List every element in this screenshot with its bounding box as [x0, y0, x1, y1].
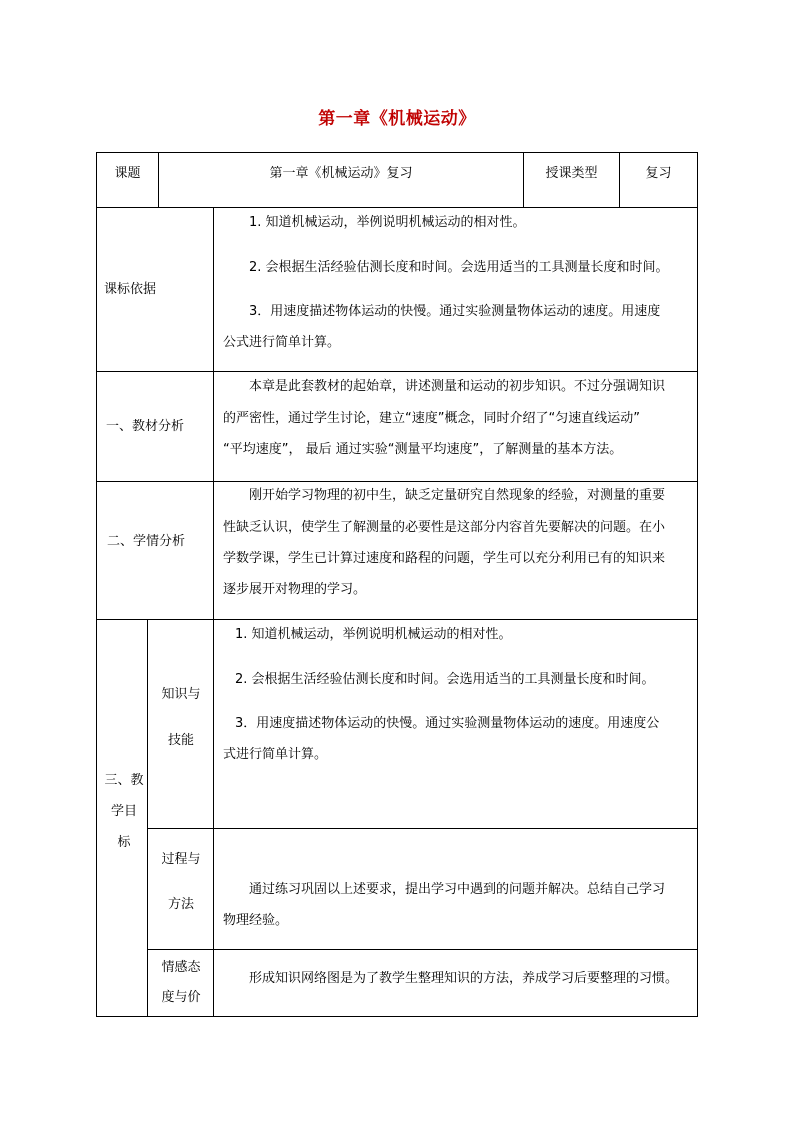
goals-label-line: 三、教: [104, 773, 144, 788]
attitude-label-line: 度与价: [161, 990, 201, 1005]
curriculum-item: 3．用速度描述物体运动的快慢。通过实验测量物体运动的速度。用速度: [249, 304, 661, 319]
knowledge-item: 3．用速度描述物体运动的快慢。通过实验测量物体运动的速度。用速度公: [235, 716, 660, 731]
goals-label-line: 标: [117, 835, 131, 850]
subject-value: 第一章《机械运动》复习: [269, 166, 413, 181]
process-line: 物理经验。: [223, 913, 289, 928]
students-line: 学数学课，学生已计算过速度和路程的问题，学生可以充分利用已有的知识来: [223, 551, 666, 566]
students-line: 刚开始学习物理的初中生，缺乏定量研究自然现象的经验，对测量的重要: [249, 488, 666, 503]
document-title: 第一章《机械运动》: [318, 109, 476, 129]
knowledge-item: 式进行简单计算。: [223, 747, 328, 762]
goals-label-line: 学目: [110, 804, 137, 819]
subject-label: 课题: [114, 166, 141, 181]
curriculum-item: 2. 会根据生活经验估测长度和时间。会选用适当的工具测量长度和时间。: [249, 260, 669, 275]
knowledge-label-line: 技能: [167, 733, 194, 748]
students-line: 逐步展开对物理的学习。: [223, 582, 367, 597]
attitude-label-line: 情感态: [161, 960, 201, 975]
knowledge-label-line: 知识与: [161, 687, 201, 702]
curriculum-item: 公式进行简单计算。: [223, 335, 341, 350]
knowledge-item: 1. 知道机械运动，举例说明机械运动的相对性。: [235, 627, 512, 642]
attitude-content: 形成知识网络图是为了教学生整理知识的方法，养成学习后要整理的习惯。: [249, 971, 679, 986]
process-line: 通过练习巩固以上述要求，提出学习中遇到的问题并解决。总结自己学习: [249, 882, 666, 897]
knowledge-item: 2. 会根据生活经验估测长度和时间。会选用适当的工具测量长度和时间。: [235, 672, 655, 687]
type-value: 复习: [645, 166, 672, 181]
type-label: 授课类型: [545, 166, 598, 181]
material-label: 一、教材分析: [105, 418, 184, 434]
process-label-line: 方法: [167, 897, 194, 912]
curriculum-item: 1. 知道机械运动，举例说明机械运动的相对性。: [249, 215, 526, 230]
material-line: “平均速度”， 最后 通过实验“测量平均速度”，了解测量的基本方法。: [223, 442, 623, 457]
curriculum-label: 课标依据: [103, 281, 156, 297]
students-line: 性缺乏认识，使学生了解测量的必要性是这部分内容首先要解决的问题。在小: [223, 520, 666, 535]
material-line: 本章是此套教材的起始章，讲述测量和运动的初步知识。不过分强调知识: [249, 379, 666, 394]
material-line: 的严密性，通过学生讨论，建立“速度”概念，同时介绍了“匀速直线运动”: [223, 411, 640, 426]
process-label-line: 过程与: [161, 852, 201, 867]
lesson-plan-table: [96, 152, 698, 1017]
students-label: 二、学情分析: [106, 534, 185, 549]
